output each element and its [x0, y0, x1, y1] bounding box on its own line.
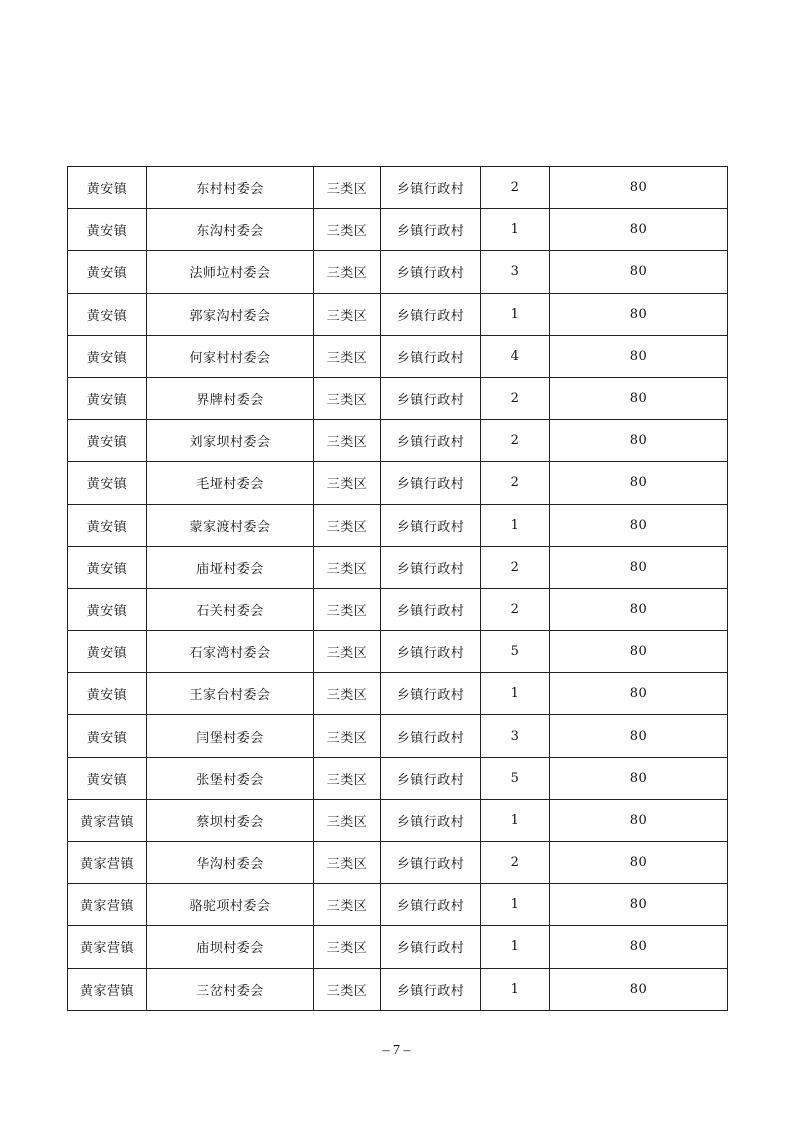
table-row [68, 631, 728, 673]
village-cell: 华沟村委会 [147, 842, 314, 884]
zone-cell: 三类区 [314, 167, 381, 209]
village-cell: 何家村村委会 [147, 335, 314, 377]
town-cell: 黄安镇 [68, 588, 147, 630]
count-cell: 4 [481, 335, 550, 377]
table-row [68, 504, 728, 546]
amount-cell: 80 [550, 715, 728, 757]
town-cell: 黄安镇 [68, 757, 147, 799]
amount-cell: 80 [550, 504, 728, 546]
count-cell: 2 [481, 377, 550, 419]
table-row [68, 335, 728, 377]
type-cell: 乡镇行政村 [381, 420, 481, 462]
village-cell: 闫堡村委会 [147, 715, 314, 757]
zone-cell: 三类区 [314, 335, 381, 377]
amount-cell: 80 [550, 251, 728, 293]
village-cell: 郭家沟村委会 [147, 293, 314, 335]
town-cell: 黄安镇 [68, 420, 147, 462]
type-cell: 乡镇行政村 [381, 799, 481, 841]
village-cell: 界牌村委会 [147, 377, 314, 419]
type-cell: 乡镇行政村 [381, 968, 481, 1010]
type-cell: 乡镇行政村 [381, 504, 481, 546]
town-cell: 黄安镇 [68, 462, 147, 504]
zone-cell: 三类区 [314, 757, 381, 799]
count-cell: 1 [481, 504, 550, 546]
table-row [68, 377, 728, 419]
amount-cell: 80 [550, 546, 728, 588]
type-cell: 乡镇行政村 [381, 251, 481, 293]
town-cell: 黄家营镇 [68, 842, 147, 884]
count-cell: 2 [481, 842, 550, 884]
table-row [68, 167, 728, 209]
count-cell: 2 [481, 420, 550, 462]
table-row [68, 462, 728, 504]
type-cell: 乡镇行政村 [381, 757, 481, 799]
village-cell: 蒙家渡村委会 [147, 504, 314, 546]
zone-cell: 三类区 [314, 842, 381, 884]
zone-cell: 三类区 [314, 631, 381, 673]
village-cell: 毛垭村委会 [147, 462, 314, 504]
amount-cell: 80 [550, 884, 728, 926]
amount-cell: 80 [550, 377, 728, 419]
zone-cell: 三类区 [314, 504, 381, 546]
type-cell: 乡镇行政村 [381, 884, 481, 926]
amount-cell: 80 [550, 799, 728, 841]
village-cell: 石关村委会 [147, 588, 314, 630]
count-cell: 1 [481, 293, 550, 335]
table-row [68, 209, 728, 251]
village-cell: 刘家坝村委会 [147, 420, 314, 462]
village-table [67, 166, 728, 1011]
zone-cell: 三类区 [314, 968, 381, 1010]
type-cell: 乡镇行政村 [381, 673, 481, 715]
count-cell: 1 [481, 209, 550, 251]
town-cell: 黄安镇 [68, 546, 147, 588]
count-cell: 3 [481, 715, 550, 757]
count-cell: 2 [481, 462, 550, 504]
table-row [68, 715, 728, 757]
amount-cell: 80 [550, 588, 728, 630]
amount-cell: 80 [550, 631, 728, 673]
type-cell: 乡镇行政村 [381, 293, 481, 335]
village-cell: 东沟村委会 [147, 209, 314, 251]
zone-cell: 三类区 [314, 799, 381, 841]
town-cell: 黄安镇 [68, 251, 147, 293]
amount-cell: 80 [550, 462, 728, 504]
village-cell: 法师垃村委会 [147, 251, 314, 293]
count-cell: 1 [481, 884, 550, 926]
type-cell: 乡镇行政村 [381, 462, 481, 504]
count-cell: 2 [481, 167, 550, 209]
town-cell: 黄家营镇 [68, 884, 147, 926]
table-row [68, 546, 728, 588]
count-cell: 1 [481, 968, 550, 1010]
type-cell: 乡镇行政村 [381, 842, 481, 884]
village-cell: 骆驼项村委会 [147, 884, 314, 926]
amount-cell: 80 [550, 968, 728, 1010]
town-cell: 黄家营镇 [68, 799, 147, 841]
town-cell: 黄安镇 [68, 673, 147, 715]
type-cell: 乡镇行政村 [381, 335, 481, 377]
type-cell: 乡镇行政村 [381, 715, 481, 757]
type-cell: 乡镇行政村 [381, 631, 481, 673]
zone-cell: 三类区 [314, 462, 381, 504]
town-cell: 黄家营镇 [68, 968, 147, 1010]
count-cell: 1 [481, 673, 550, 715]
count-cell: 1 [481, 799, 550, 841]
count-cell: 1 [481, 926, 550, 968]
count-cell: 5 [481, 757, 550, 799]
amount-cell: 80 [550, 335, 728, 377]
zone-cell: 三类区 [314, 293, 381, 335]
amount-cell: 80 [550, 209, 728, 251]
type-cell: 乡镇行政村 [381, 926, 481, 968]
zone-cell: 三类区 [314, 420, 381, 462]
amount-cell: 80 [550, 673, 728, 715]
village-cell: 东村村委会 [147, 167, 314, 209]
zone-cell: 三类区 [314, 546, 381, 588]
town-cell: 黄安镇 [68, 631, 147, 673]
zone-cell: 三类区 [314, 251, 381, 293]
amount-cell: 80 [550, 842, 728, 884]
table-row [68, 968, 728, 1010]
zone-cell: 三类区 [314, 588, 381, 630]
page-number: – 7 – [382, 1043, 411, 1058]
amount-cell: 80 [550, 420, 728, 462]
town-cell: 黄安镇 [68, 377, 147, 419]
town-cell: 黄家营镇 [68, 926, 147, 968]
amount-cell: 80 [550, 293, 728, 335]
table-row [68, 757, 728, 799]
table-row [68, 884, 728, 926]
type-cell: 乡镇行政村 [381, 588, 481, 630]
amount-cell: 80 [550, 167, 728, 209]
zone-cell: 三类区 [314, 715, 381, 757]
table-row [68, 251, 728, 293]
type-cell: 乡镇行政村 [381, 167, 481, 209]
table-body [68, 167, 728, 1011]
village-cell: 王家台村委会 [147, 673, 314, 715]
village-cell: 蔡坝村委会 [147, 799, 314, 841]
table-row [68, 673, 728, 715]
amount-cell: 80 [550, 757, 728, 799]
count-cell: 5 [481, 631, 550, 673]
amount-cell: 80 [550, 926, 728, 968]
type-cell: 乡镇行政村 [381, 546, 481, 588]
zone-cell: 三类区 [314, 209, 381, 251]
village-cell: 庙垭村委会 [147, 546, 314, 588]
town-cell: 黄安镇 [68, 335, 147, 377]
town-cell: 黄安镇 [68, 293, 147, 335]
table-row [68, 293, 728, 335]
village-cell: 张堡村委会 [147, 757, 314, 799]
town-cell: 黄安镇 [68, 504, 147, 546]
table-row [68, 926, 728, 968]
type-cell: 乡镇行政村 [381, 209, 481, 251]
table-row [68, 842, 728, 884]
zone-cell: 三类区 [314, 884, 381, 926]
table-row [68, 420, 728, 462]
village-cell: 三岔村委会 [147, 968, 314, 1010]
town-cell: 黄安镇 [68, 715, 147, 757]
count-cell: 3 [481, 251, 550, 293]
count-cell: 2 [481, 588, 550, 630]
type-cell: 乡镇行政村 [381, 377, 481, 419]
zone-cell: 三类区 [314, 673, 381, 715]
table-row [68, 799, 728, 841]
village-cell: 石家湾村委会 [147, 631, 314, 673]
table-row [68, 588, 728, 630]
town-cell: 黄安镇 [68, 167, 147, 209]
count-cell: 2 [481, 546, 550, 588]
zone-cell: 三类区 [314, 377, 381, 419]
town-cell: 黄安镇 [68, 209, 147, 251]
zone-cell: 三类区 [314, 926, 381, 968]
village-cell: 庙坝村委会 [147, 926, 314, 968]
